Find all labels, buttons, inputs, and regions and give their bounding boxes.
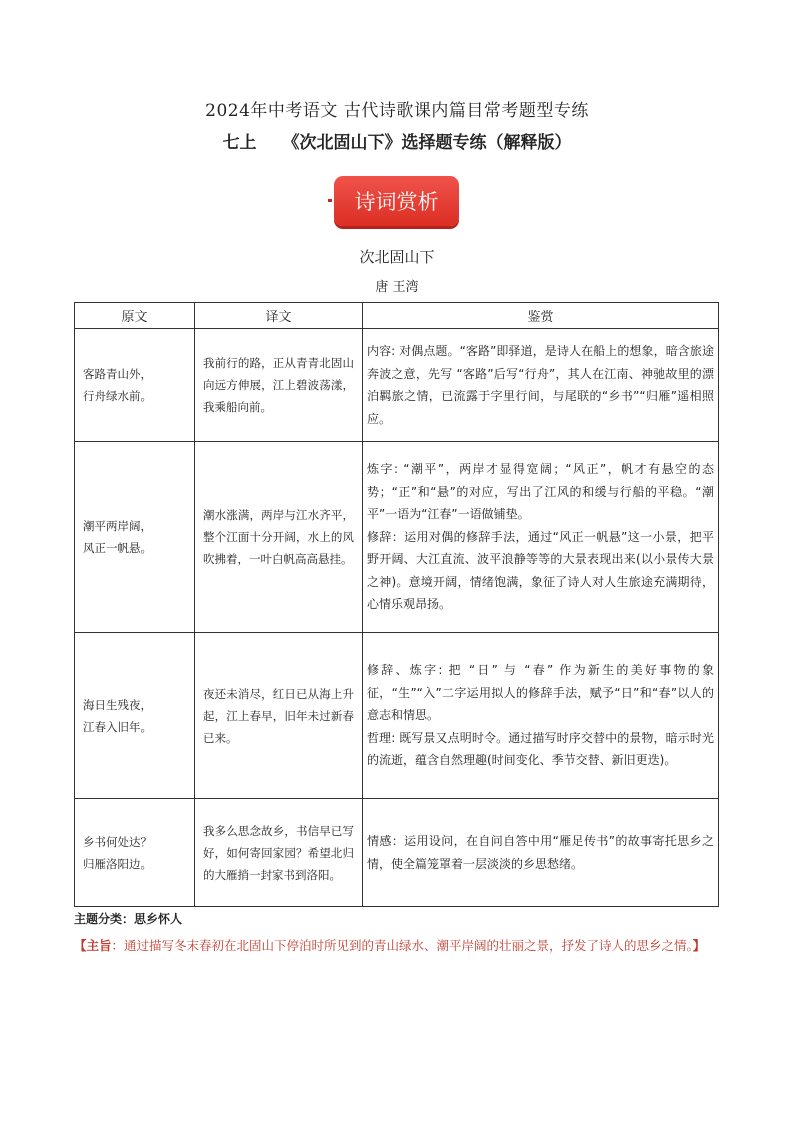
gist-text: ：通过描写冬末春初在北固山下停泊时所见到的青山绿水、潮平岸阔的壮丽之景，抒发了诗人的思乡之情。	[111, 938, 693, 953]
original-line: 乡书何处达？	[83, 834, 152, 849]
header-original: 原文	[75, 303, 195, 329]
appreciation-paragraph: 内容: 对偶点题。“客路”即驿道，是诗人在船上的想象，暗含旅途奔波之意，先写 “客路”后写“行舟”，其人在江南、神驰故里的漂泊羁旅之情，已流露于字里行间，与尾联的“乡书”“归雁”遥相照应。	[367, 344, 714, 426]
exercise-title: 《次北固山下》选择题专练（解释版）	[282, 133, 572, 153]
appreciation-paragraph: 哲理: 既写景又点明时令。通过描写时序交替中的景物，暗示时光的流逝，蕴含自然理趣(时间变化、季节交替、新旧更迭)。	[367, 730, 714, 768]
banner-dot	[328, 199, 332, 202]
grade-label: 七上	[222, 133, 257, 153]
original-cell	[75, 633, 195, 799]
original-line: 客路青山外，	[83, 367, 152, 381]
original-cell	[75, 329, 195, 442]
analysis-table	[74, 302, 719, 907]
header-translation: 译文	[195, 303, 363, 329]
translation-cell: 我多么思念故乡，书信早已写好，如何寄回家园？希望北归的大雁捎一封家书到洛阳。	[195, 799, 363, 907]
original-line: 潮平两岸阔，	[83, 519, 152, 533]
table-header-row	[75, 303, 719, 329]
translation-cell: 夜还未消尽，红日已从海上升起，江上春早，旧年未过新春已来。	[195, 633, 363, 799]
table-row	[75, 799, 719, 907]
gist-label: 主旨	[86, 938, 112, 953]
poem-title: 次北固山下	[359, 248, 435, 266]
document-title: 2024年中考语文 古代诗歌课内篇目常考题型专练	[205, 101, 589, 121]
appreciation-paragraph: 情感：运用设问，在自问自答中用“雁足传书”的故事寄托思乡之情，使全篇笼罩着一层淡淡的乡思愁绪。	[367, 834, 714, 871]
document-subtitle	[0, 128, 794, 153]
appreciation-cell	[363, 442, 719, 633]
appreciation-paragraph: 修辞、炼字: 把 “日” 与 “春” 作为新生的美好事物的象征，“生”“入”二字运用拟人的修辞手法，赋予“日”和“春”以人的意志和情思。	[367, 663, 714, 723]
gist-open-bracket: 【	[74, 938, 87, 953]
translation-cell: 我前行的路，正从青青北固山向远方伸展，江上碧波荡漾，我乘船向前。	[195, 329, 363, 442]
theme-category: 主题分类：思乡怀人	[74, 912, 183, 926]
header-appreciation: 鉴赏	[363, 303, 719, 329]
translation-cell: 潮水涨满，两岸与江水齐平，整个江面十分开阔，水上的风吹拂着，一叶白帆高高悬挂。	[195, 442, 363, 633]
appreciation-cell	[363, 633, 719, 799]
appreciation-cell	[363, 329, 719, 442]
section-banner	[334, 176, 459, 226]
original-line: 江春入旧年。	[83, 719, 152, 734]
table-row	[75, 329, 719, 442]
original-line: 归雁洛阳边。	[83, 856, 152, 871]
original-line: 海日生残夜，	[83, 697, 152, 712]
original-line: 风正一帆悬。	[83, 541, 152, 555]
original-cell	[75, 799, 195, 907]
appreciation-paragraph: 炼字: “潮平”，两岸才显得宽阔；“风正”，帆才有悬空的态势；“正”和“悬”的对应，写出了江风的和缓与行船的平稳。“潮平”一语为“江春”一语做铺垫。	[367, 462, 714, 522]
table-row	[75, 633, 719, 799]
original-cell	[75, 442, 195, 633]
gist-close-bracket: 】	[692, 938, 706, 953]
appreciation-paragraph: 修辞：运用对偶的修辞手法，通过“风正一帆悬”这一小景，把平野开阔、大江直流、波平浪静等等的大景表现出来(以小景传大景之神)。意境开阔，情绪饱满，象征了诗人对人生旅途充满期待，心情乐观昂扬。	[367, 529, 714, 612]
main-idea	[74, 933, 734, 959]
banner-label: 诗词赏析	[354, 190, 439, 214]
original-line: 行舟绿水前。	[83, 389, 152, 403]
table-row	[75, 442, 719, 633]
appreciation-cell	[363, 799, 719, 907]
poem-author: 唐 王湾	[375, 280, 419, 295]
